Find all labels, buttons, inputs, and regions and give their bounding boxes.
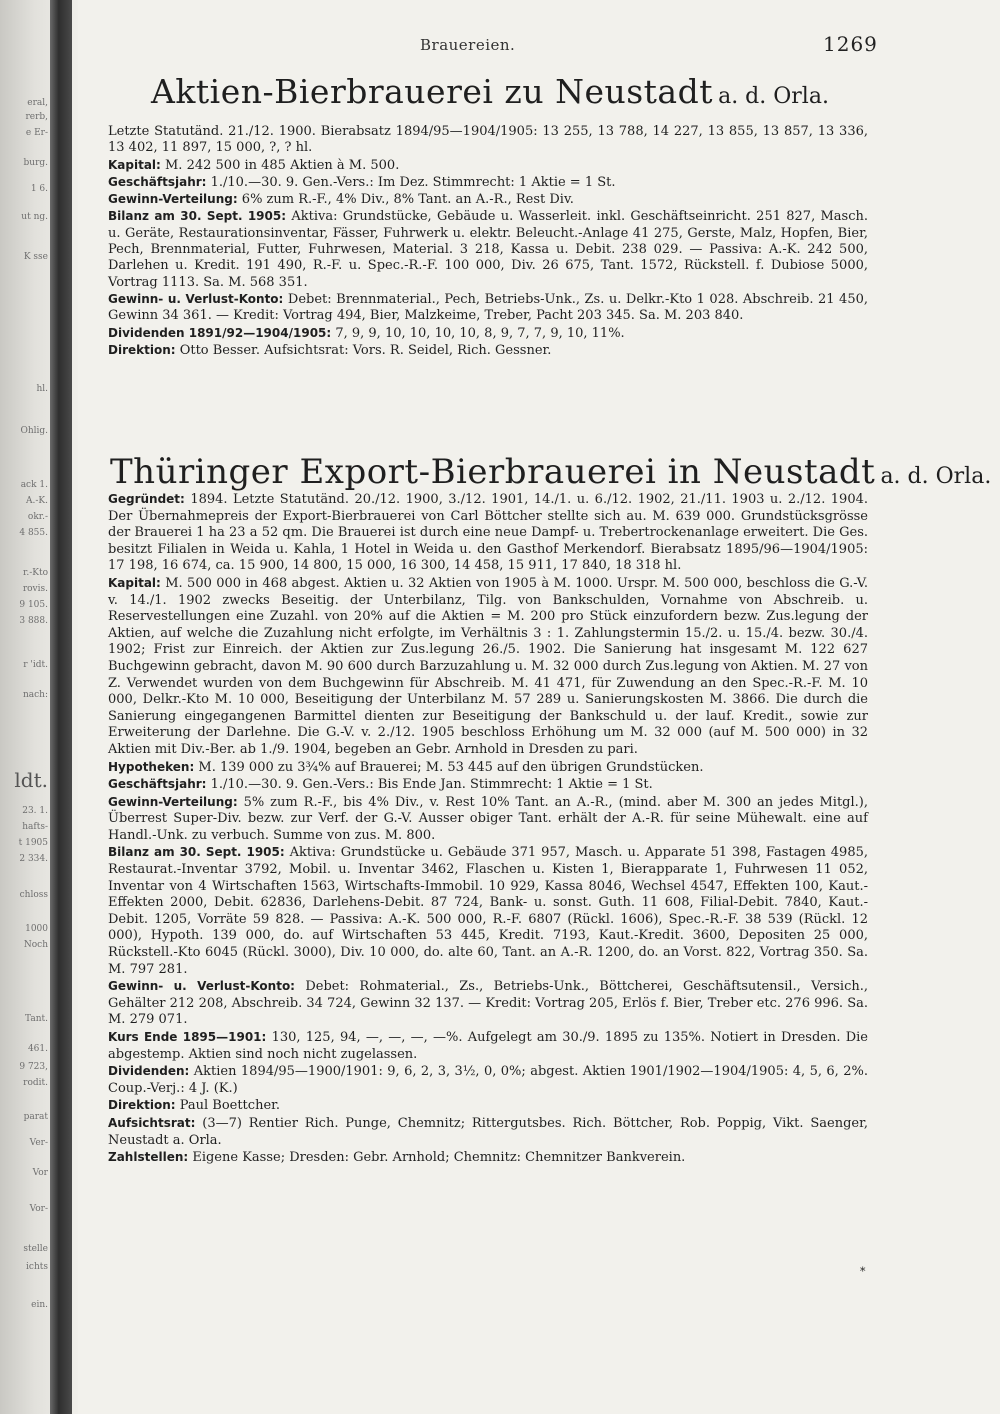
entry	[108, 575, 868, 759]
entry-label: Aufsichtsrat:	[108, 1115, 196, 1130]
entry-text: Debet: Brennmaterial., Pech, Betriebs-Unk., Zs. u. Delkr.-Kto 1 028. Abschreib. 21 450, Gewinn 34 361. — Kredit: Vortrag 494, Bier, Malzkeime, Treber, Pacht 203 345. Sa. M. 203 840.	[108, 291, 868, 324]
margin-fragment: Tant.	[25, 1014, 48, 1024]
entry-label: Kapital:	[108, 157, 161, 172]
margin-fragment: 9 105.	[19, 600, 48, 610]
entry-label: Gewinn-Verteilung:	[108, 794, 238, 809]
entry	[108, 776, 868, 794]
title-main: Aktien-Bierbrauerei zu Neustadt	[151, 72, 713, 111]
entry-text: 5% zum R.-F., bis 4% Div., v. Rest 10% Tant. an A.-R., (mind. aber M. 300 an jedes Mitgl.), Überrest Super-Div. bezw. zur Verf. der G.-V. Ausser obiger Tant. erhält der A.-R. für seine Mühewalt. eine auf Handl.-Unk. zu verbuch. Summe von zus. M. 800.	[108, 794, 868, 843]
margin-fragment: t 1905	[18, 838, 48, 848]
margin-fragment: nach:	[22, 690, 48, 700]
entry-label: Dividenden:	[108, 1064, 190, 1079]
entry-text: M. 139 000 zu 3¾% auf Brauerei; M. 53 445 auf den übrigen Grundstücken.	[198, 759, 704, 775]
title-main: Thüringer Export-Bierbrauerei in Neustadt	[110, 452, 876, 492]
entry	[108, 491, 868, 575]
margin-fragment: chloss	[19, 890, 48, 900]
title-sub: a. d. Orla.	[718, 84, 829, 109]
entry	[108, 844, 868, 978]
entry	[108, 174, 868, 191]
entry-text: Aktiva: Grundstücke, Gebäude u. Wasserleit. inkl. Geschäftseinricht. 251 827, Masch. u. Geräte, Restaurationsinventar, Fässer, Fuhrwerk u. elektr. Beleucht.-Anlage 41 275, Gerste, Malz, Hopfen, Bier, Pech, Brennmaterial, Futter, Fuhrwesen, Material. 3 218, Kassa u. Debit. 238 029. — Passiva: A.-K. 242 500, Darlehen u. Kredit. 191 490, R.-F. u. Spec.-R.-F. 100 000, Div. 26 675, Tant. 1572, Rückstell. f. Dubiose 5000, Vortrag 1113. Sa. M. 568 351.	[108, 209, 869, 290]
entry-list	[108, 491, 868, 1167]
entry-label: Geschäftsjahr:	[108, 777, 207, 792]
margin-fragment: Ohlig.	[20, 426, 48, 436]
entry-label: Zahlstellen:	[108, 1150, 189, 1165]
page-number: 1269	[823, 32, 878, 56]
margin-fragment: 1000	[25, 924, 48, 934]
margin-fragment: 3 888.	[19, 616, 48, 626]
entry	[108, 325, 868, 342]
margin-fragment: parat	[23, 1112, 48, 1122]
margin-fragment: ichts	[26, 1262, 48, 1272]
entry	[108, 342, 868, 359]
entry-label: Gewinn- u. Verlust-Konto:	[108, 979, 295, 994]
entry	[108, 1097, 868, 1115]
margin-fragment: eral,	[27, 98, 48, 108]
entry-text: 130, 125, 94, —, —, —, —%. Aufgelegt am 30./9. 1895 zu 135%. Notiert in Dresden. Die abgestemp. Aktien sind noch nicht zugelassen.	[108, 1030, 868, 1062]
margin-fragment: A.-K.	[26, 496, 48, 506]
running-head: Brauereien.	[420, 36, 516, 54]
margin-fragment: 2 334.	[19, 854, 48, 864]
entry-label: Geschäftsjahr:	[108, 174, 207, 189]
entry-label: Kapital:	[108, 575, 161, 590]
margin-fragment: 4 855.	[19, 528, 48, 538]
entry-text: Eigene Kasse; Dresden: Gebr. Arnhold; Chemnitz: Chemnitzer Bankverein.	[192, 1150, 686, 1166]
section-title	[110, 72, 870, 111]
entry-label: Kurs Ende 1895—1901:	[108, 1030, 267, 1044]
margin-fragment: rovis.	[22, 584, 48, 594]
entry-text: Letzte Statutänd. 21./12. 1900. Bierabsatz 1894/95—1904/1905: 13 255, 13 788, 14 227, 13 855, 13 857, 13 336, 13 402, 11 897, 15 000, ?, ? hl.	[108, 124, 868, 156]
entry-label: Bilanz am 30. Sept. 1905:	[108, 845, 285, 860]
entry-text: M. 500 000 in 468 abgest. Aktien u. 32 Aktien von 1905 à M. 1000. Urspr. M. 500 000, beschloss die G.-V. v. 14./1. 1902 zwecks Beseitig. der Unterbilanz, Tilg. von Bankschulden, Vornahme von Abschreib. u. Reservestellungen eine Zuzahl. von 20% auf die Aktien = M. 200 pro Stück einzufordern bezw. Zus.legung der Aktien, auf welche die Zuzahlung nicht erfolgte, im Verhältnis 3 : 1. Zahlungstermin 15./2. u. 15./4. bezw. 30./4. 1902; Frist zur Einreich. der Aktien zur Zus.legung 26./5. 1902. Die Sanierung hat insgesamt M. 122 627 Buchgewinn gebracht, davon M. 90 600 durch Barzuzahlung u. M. 32 000 durch Zus.legung von Aktien. M. 27 von Z. Verwendet wurden von dem Buchgewinn für Abschreib. M. 41 471, für Zuwendung an den Spec.-R.-F. M. 10 000, Delkr.-Kto M. 10 000, Beseitigung der Unterbilanz M. 57 289 u. Sanierungskosten M. 3866. Die durch die Sanierung eingegangenen Barmittel dienten zur Beseitigung der Bankschuld u. der lauf. Kredit., sowie zur Erweiterung der Darlehne. Die G.-V. v. 2./12. 1905 beschloss Erhöhung um M. 32 000 (auf M. 500 000) in 32 Aktien mit Div.-Ber. ab 1./9. 1904, begeben an Gebr. Arnhold in Dresden zu pari.	[108, 575, 868, 757]
margin-fragment: Ver-	[29, 1138, 48, 1148]
entry-text: 6% zum R.-F., 4% Div., 8% Tant. an A.-R., Rest Div.	[241, 192, 574, 208]
entry	[108, 157, 868, 174]
entry-text: M. 242 500 in 485 Aktien à M. 500.	[165, 157, 400, 173]
entry	[108, 208, 868, 290]
entry-label: Dividenden 1891/92—1904/1905:	[108, 325, 332, 340]
margin-fragment: r 'idt.	[23, 660, 48, 670]
margin-fragment: 23. 1.	[22, 806, 48, 816]
margin-fragment: stelle	[23, 1244, 48, 1254]
margin-fragment: Noch	[23, 940, 48, 950]
entry-text: Aktiva: Grundstücke u. Gebäude 371 957, Masch. u. Apparate 51 398, Fastagen 4985, Restaurat.-Inventar 3792, Mobil. u. Inventar 3462, Flaschen u. Kisten 1, Bierapparate 1, Fuhrwesen 11 052, Inventar von 4 Wirtschaften 1563, Wirtschafts-Immobil. 10 929, Kassa 8046, Wechsel 4547, Effekten 100, Kaut.-Effekten 2000, Debit. 62836, Darlehens-Debit. 87 724, Bank- u. sonst. Guth. 11 608, Filial-Debit. 7840, Kaut.-Debit. 1205, Vorräte 59 828. — Passiva: A.-K. 500 000, R.-F. 6807 (Rückl. 1606), Spec.-R.-F. 38 539 (Rückl. 12 000), Hypoth. 139 000, do. auf Wirtschaften 53 445, Kredit. 7193, Kaut.-Kredit. 3600, Depositen 25 000, Rückstell.-Kto 6045 (Rückl. 3000), Div. 10 000, do. alte 60, Tant. an A.-R. 1200, do. an Vorst. 822, Vortrag 350. Sa. M. 797 281.	[108, 845, 868, 977]
margin-fragment: hl.	[36, 384, 48, 394]
entry-label: Gewinn-Verteilung:	[108, 192, 238, 207]
entry	[108, 291, 868, 325]
margin-fragment: hafts-	[22, 822, 48, 832]
adjacent-page-fragments	[2, 0, 48, 1414]
margin-fragment: 1 6.	[30, 184, 48, 194]
entry	[108, 1149, 868, 1167]
entry-text: Debet: Rohmaterial., Zs., Betriebs-Unk., Böttcherei, Geschäftsutensil., Versich., Gehälter 212 208, Abschreib. 34 724, Gewinn 32 137. — Kredit: Vortrag 205, Erlös f. Bier, Treber etc. 276 996. Sa. M. 279 071.	[108, 979, 868, 1028]
entry	[108, 1063, 868, 1097]
margin-fragment: okr.-	[27, 512, 48, 522]
entry-text: Otto Besser. Aufsichtsrat: Vors. R. Seidel, Rich. Gessner.	[179, 342, 552, 358]
entry-label: Gegründet:	[108, 492, 185, 506]
margin-fragment: burg.	[23, 158, 48, 168]
margin-fragment: ut ng.	[21, 212, 48, 222]
entry-text: Aktien 1894/95—1900/1901: 9, 6, 2, 3, 3½, 0, 0%; abgest. Aktien 1901/1902—1904/1905: 4, 5, 6, 2%. Coup.-Verj.: 4 J. (K.)	[108, 1064, 868, 1096]
entry-label: Direktion:	[108, 342, 176, 357]
entry-label: Direktion:	[108, 1098, 176, 1113]
margin-fragment: Vor	[32, 1168, 48, 1178]
entry-text: 1./10.—30. 9. Gen.-Vers.: Im Dez. Stimmrecht: 1 Aktie = 1 St.	[210, 174, 616, 190]
entry	[108, 124, 868, 157]
margin-fragment: 9 723,	[19, 1062, 48, 1072]
section-title	[110, 452, 992, 492]
margin-fragment: e Er-	[25, 128, 48, 138]
end-mark: *	[860, 1265, 866, 1278]
entry-text: (3—7) Rentier Rich. Punge, Chemnitz; Rittergutsbes. Rich. Böttcher, Rob. Poppig, Vikt. Saenger, Neustadt a. Orla.	[108, 1115, 869, 1148]
entry	[108, 1029, 868, 1063]
margin-fragment: rerb,	[25, 112, 48, 122]
entry-label: Gewinn- u. Verlust-Konto:	[108, 291, 284, 306]
entry	[108, 191, 868, 208]
entry-text: 7, 9, 9, 10, 10, 10, 10, 8, 9, 7, 7, 9, 10, 11%.	[335, 325, 625, 341]
margin-fragment: Vor-	[29, 1204, 48, 1214]
entry	[108, 759, 868, 777]
entry-text: Paul Boettcher.	[179, 1098, 281, 1114]
entry-text: 1./10.—30. 9. Gen.-Vers.: Bis Ende Jan. Stimmrecht: 1 Aktie = 1 St.	[210, 777, 653, 793]
entry	[108, 794, 868, 845]
entry	[108, 978, 868, 1029]
margin-fragment: r.-Kto	[23, 568, 48, 578]
entry-label: Bilanz am 30. Sept. 1905:	[108, 209, 287, 224]
margin-fragment: ack 1.	[20, 480, 48, 490]
entry	[108, 1115, 868, 1149]
title-sub: a. d. Orla.	[880, 464, 992, 489]
binding-gutter	[50, 0, 72, 1414]
margin-fragment: K sse	[23, 252, 48, 262]
entry-label: Hypotheken:	[108, 759, 195, 774]
margin-fragment: rodit.	[23, 1078, 48, 1088]
margin-fragment: ldt.	[14, 768, 48, 792]
margin-fragment: 461.	[27, 1044, 48, 1054]
entry-text: 1894. Letzte Statutänd. 20./12. 1900, 3./12. 1901, 14./1. u. 6./12. 1902, 21./11. 1903 u. 2./12. 1904. Der Übernahmepreis der Export-Bierbrauerei von Carl Böttcher stellte sich au. M. 639 000. Grundstücksgrösse der Brauerei 1 ha 23 a 52 qm. Die Brauerei ist durch eine neue Dampf- u. Trebertrockenanlage erweitert. Die Ges. besitzt Filialen in Weida u. Kahla, 1 Hotel in Weida u. den Gasthof Merkendorf. Bierabsatz 1895/96—1904/1905: 17 198, 16 674, ca. 15 900, 14 800, 15 000, 16 300, 14 458, 15 911, 17 840, 18 318 hl.	[108, 492, 868, 574]
entry-list	[108, 124, 868, 359]
margin-fragment: ein.	[31, 1300, 48, 1310]
